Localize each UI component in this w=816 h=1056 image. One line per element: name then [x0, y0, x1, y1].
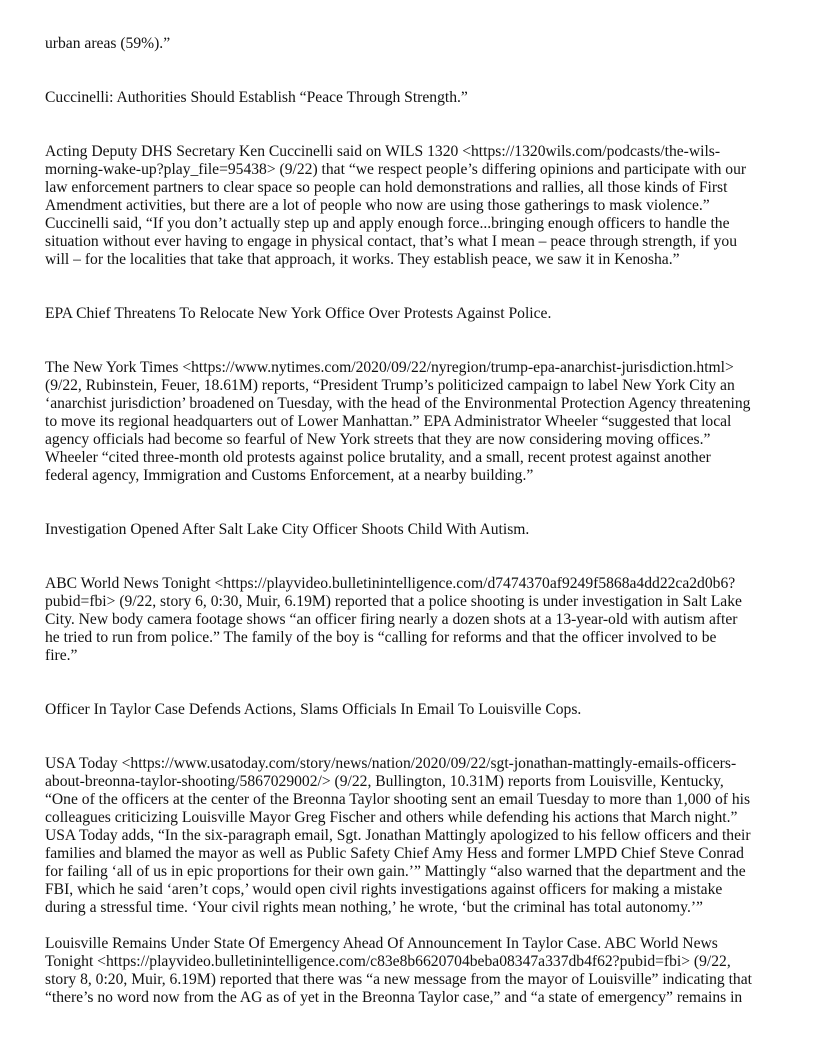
body-line: fire.”	[45, 647, 78, 664]
body-line: The New York Times <https://www.nytimes.com/2020/09/22/nyregion/trump-epa-anarchist-jurisdiction.html>	[45, 359, 734, 376]
article-body-louisville-emergency	[45, 935, 775, 1007]
body-line: federal agency, Immigration and Customs Enforcement, at a nearby building.”	[45, 467, 534, 484]
body-line: City. New body camera footage shows “an officer firing nearly a dozen shots at a 13-year-old with autism after	[45, 611, 738, 628]
body-line: “One of the officers at the center of the Breonna Taylor shooting sent an email Tuesday to more than 1,000 of his	[45, 791, 751, 808]
article-body-salt-lake	[45, 575, 775, 665]
body-line: during a stressful time. ‘Your civil rights mean nothing,’ he wrote, ‘but the criminal has total autonomy.’”	[45, 899, 703, 916]
document-page	[45, 35, 775, 1007]
body-line: Tonight <https://playvideo.bulletinintelligence.com/c83e8b6620704beba08347a337db4f62?pubid=fbi> (9/22,	[45, 953, 731, 970]
body-line: FBI, which he said ‘aren’t cops,’ would open civil rights investigations against officers for making a mistake	[45, 881, 723, 898]
body-line: law enforcement partners to clear space so people can hold demonstrations and rallies, all those kinds of First	[45, 179, 728, 196]
body-line: Amendment activities, but there are a lot of people who now are using those gatherings to mask violence.”	[45, 197, 710, 214]
body-line: Louisville Remains Under State Of Emergency Ahead Of Announcement In Taylor Case. ABC World News	[45, 935, 718, 952]
headline-taylor-officer: Officer In Taylor Case Defends Actions, Slams Officials In Email To Louisville Cops.	[45, 701, 582, 718]
body-line: families and blamed the mayor as well as Public Safety Chief Amy Hess and former LMPD Chief Steve Conrad	[45, 845, 744, 862]
body-line: “there’s no word now from the AG as of yet in the Breonna Taylor case,” and “a state of emergency” remains in	[45, 989, 743, 1006]
body-line: (9/22, Rubinstein, Feuer, 18.61M) reports, “President Trump’s politicized campaign to label New York City an	[45, 377, 735, 394]
body-line: morning-wake-up?play_file=95438> (9/22) that “we respect people’s differing opinions and participate with our	[45, 161, 747, 178]
body-line: USA Today <https://www.usatoday.com/story/news/nation/2020/09/22/sgt-jonathan-mattingly-emails-officers-	[45, 755, 737, 772]
body-line: story 8, 0:20, Muir, 6.19M) reported that there was “a new message from the mayor of Louisville” indicating that	[45, 971, 752, 988]
body-line: ‘anarchist jurisdiction’ broadened on Tuesday, with the head of the Environmental Protection Agency threatening	[45, 395, 751, 412]
body-line: colleagues criticizing Louisville Mayor Greg Fischer and others while defending his actions that March night.”	[45, 809, 738, 826]
body-line: Wheeler “cited three-month old protests against police brutality, and a small, recent protest against another	[45, 449, 711, 466]
body-line: will – for the localities that take that approach, it works. They establish peace, we saw it in Kenosha.”	[45, 251, 680, 268]
article-body-taylor-officer	[45, 755, 775, 917]
body-line: Acting Deputy DHS Secretary Ken Cuccinelli said on WILS 1320 <https://1320wils.com/podcasts/the-wils-	[45, 143, 721, 160]
headline-salt-lake: Investigation Opened After Salt Lake City Officer Shoots Child With Autism.	[45, 521, 530, 538]
continuation-text: urban areas (59%).”	[45, 35, 171, 52]
body-line: he tried to run from police.” The family of the boy is “calling for reforms and that the officer involved to be	[45, 629, 717, 646]
body-line: Cuccinelli said, “If you don’t actually step up and apply enough force...bringing enough officers to handle the	[45, 215, 730, 232]
body-line: agency officials had become so fearful of New York streets that they are now considering moving offices.”	[45, 431, 711, 448]
article-body-cuccinelli	[45, 143, 775, 269]
article-body-epa	[45, 359, 775, 485]
body-line: ABC World News Tonight <https://playvideo.bulletinintelligence.com/d7474370af9249f5868a4dd22ca2d0b6?	[45, 575, 736, 592]
body-line: situation without ever having to engage in physical contact, that’s what I mean – peace through strength, if you	[45, 233, 738, 250]
body-line: pubid=fbi> (9/22, story 6, 0:30, Muir, 6.19M) reported that a police shooting is under investigation in Salt Lake	[45, 593, 742, 610]
body-line: about-breonna-taylor-shooting/5867029002/> (9/22, Bullington, 10.31M) reports from Louisville, Kentucky,	[45, 773, 724, 790]
headline-cuccinelli: Cuccinelli: Authorities Should Establish “Peace Through Strength.”	[45, 89, 468, 106]
headline-epa: EPA Chief Threatens To Relocate New York Office Over Protests Against Police.	[45, 305, 552, 322]
body-line: USA Today adds, “In the six-paragraph email, Sgt. Jonathan Mattingly apologized to his fellow officers and their	[45, 827, 751, 844]
body-line: to move its regional headquarters out of Lower Manhattan.” EPA Administrator Wheeler “suggested that local	[45, 413, 732, 430]
body-line: for failing ‘all of us in epic proportions for their own gain.’” Mattingly “also warned that the department and the	[45, 863, 746, 880]
